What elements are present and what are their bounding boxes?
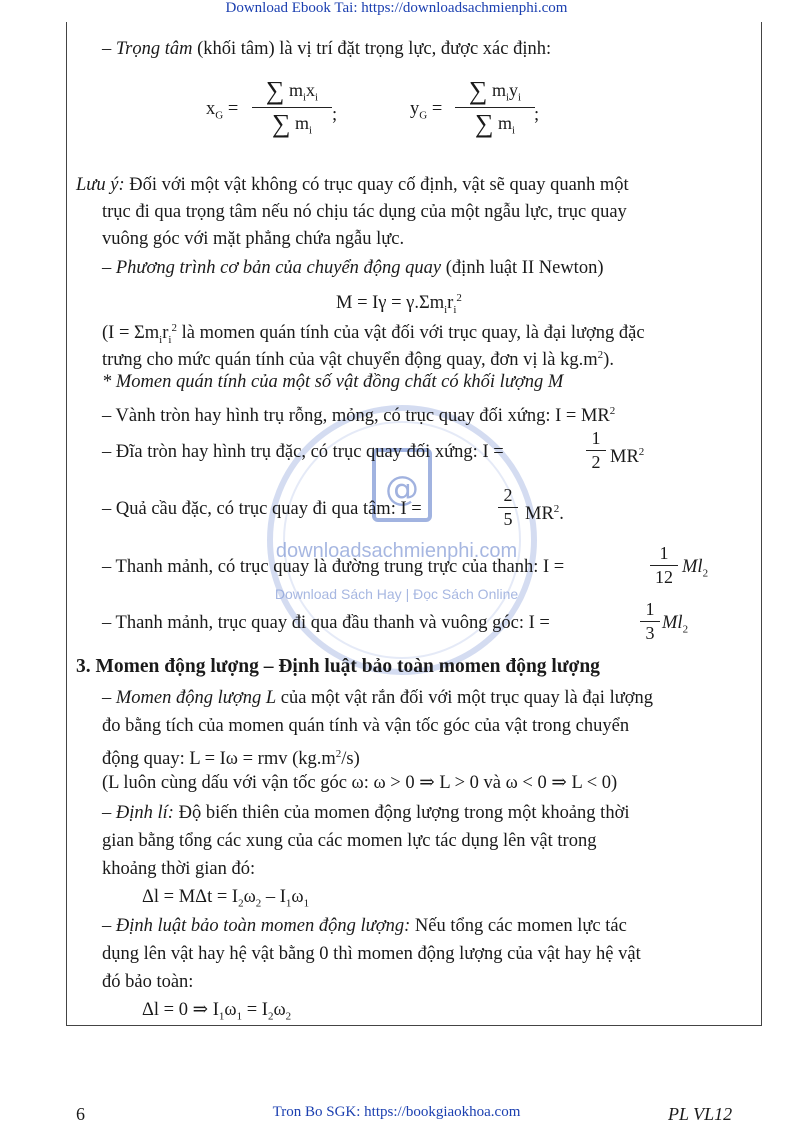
section-3-heading: 3. Momen động lượng – Định luật bảo toàn momen động lượng bbox=[76, 656, 600, 677]
page-number: 6 bbox=[76, 1104, 85, 1124]
center-of-mass-line: – Trọng tâm (khối tâm) là vị trí đặt trọng lực, được xác định: bbox=[102, 39, 552, 59]
inertia-definition-2: trưng cho mức quán tính của vật chuyển động quay, đơn vị là $kg.m^2$). bbox=[102, 349, 614, 371]
conservation-line-3: đó bảo toàn: bbox=[102, 972, 194, 992]
page-code: PL VL12 bbox=[668, 1104, 733, 1124]
rod-end-inertia: – Thanh mảnh, trục quay đi qua đầu thanh và vuông góc: I = bbox=[102, 613, 550, 633]
conservation-line-1: – Định luật bảo toàn momen động lượng: Nếu tổng các momen lực tác bbox=[102, 916, 627, 936]
rod-end-fraction: $\frac{1}{3}$ bbox=[640, 599, 660, 644]
angular-momentum-1: – Momen động lượng L của một vật rắn đối với một trục quay là đại lượng bbox=[102, 688, 654, 708]
svg-text:@: @ bbox=[385, 469, 419, 509]
moment-title: * Momen quán tính của một số vật đồng chất có khối lượng M bbox=[102, 372, 564, 392]
rod-center-inertia: – Thanh mảnh, có trục quay là đường trung trực của thanh: I = bbox=[102, 557, 565, 577]
watermark-site: downloadsachmienphi.com bbox=[275, 540, 518, 562]
theorem-line-1: – Định lí: Độ biến thiên của momen động lượng trong một khoảng thời bbox=[102, 803, 630, 823]
theorem-line-3: khoảng thời gian đó: bbox=[102, 859, 256, 879]
note-line-2: trục đi qua trọng tâm nếu nó chịu tác dụng của một ngẫu lực, trục quay bbox=[102, 202, 627, 222]
sphere-inertia: – Quả cầu đặc, có trục quay đi qua tâm: I = bbox=[102, 499, 422, 519]
angular-momentum-sign: (L luôn cùng dấu với vận tốc góc ω: ω > 0 ⇒ L > 0 và ω < 0 ⇒ L < 0) bbox=[102, 773, 618, 793]
angular-momentum-3: động quay: L = Iω = rmv $(kg.m^2/s)$ bbox=[102, 748, 360, 770]
yg-fraction: ∑ $m_iy_i$ ∑ $m_i$ bbox=[455, 76, 535, 139]
yg-lhs: $y_G$ = bbox=[410, 99, 443, 122]
conservation-formula: Δl = 0 ⇒ $I_1\omega_1 = I_2\omega_2$ bbox=[142, 1000, 292, 1023]
theorem-line-2: gian bằng tổng các xung của các momen lực tác dụng lên vật trong bbox=[102, 831, 597, 851]
angular-momentum-2: đo bằng tích của momen quán tính và vận tốc góc của vật trong chuyển bbox=[102, 716, 630, 736]
footer-source-link[interactable]: Tron Bo SGK: https://bookgiaokhoa.com bbox=[272, 1104, 521, 1120]
rotation-equation-formula: $M = I\gamma = \gamma.\Sigma m_ir_i^2$ bbox=[336, 292, 462, 316]
conservation-line-2: dụng lên vật hay hệ vật bằng 0 thì momen động lượng của vật hay hệ vật bbox=[102, 944, 641, 964]
ring-inertia: – Vành tròn hay hình trụ rỗng, mỏng, có trục quay đối xứng: $I = MR^2$ bbox=[102, 405, 616, 427]
note-line-3: vuông góc với mặt phẳng chứa ngẫu lực. bbox=[102, 229, 405, 249]
rod-center-fraction: $\frac{1}{12}$ bbox=[650, 543, 678, 588]
sphere-fraction: $\frac{2}{5}$ bbox=[498, 485, 518, 530]
watermark-tagline: Download Sách Hay | Đọc Sách Online bbox=[274, 586, 519, 602]
disk-fraction: $\frac{1}{2}$ bbox=[586, 428, 606, 473]
xg-lhs: $x_G$ = bbox=[206, 99, 239, 122]
rotation-equation-title: – Phương trình cơ bản của chuyển động quay (định luật II Newton) bbox=[102, 258, 604, 278]
theorem-formula: $\Delta l = M\Delta t = I_2\omega_2 - I_1\omega_1$ bbox=[142, 887, 310, 910]
inertia-definition-1: ($I = \Sigma m_ir_i^2$ là momen quán tính của vật đối với trục quay, là đại lượng đặc bbox=[102, 322, 645, 346]
disk-inertia: – Đĩa tròn hay hình trụ đặc, có trục quay đối xứng: I = bbox=[102, 442, 504, 462]
header-download-link[interactable]: Download Ebook Tai: https://downloadsachmienphi.com bbox=[225, 0, 568, 16]
note-line-1: Lưu ý: Đối với một vật không có trục quay cố định, vật sẽ quay quanh một bbox=[76, 175, 629, 195]
xg-fraction: ∑ $m_ix_i$ ∑ $m_i$ bbox=[252, 76, 332, 139]
